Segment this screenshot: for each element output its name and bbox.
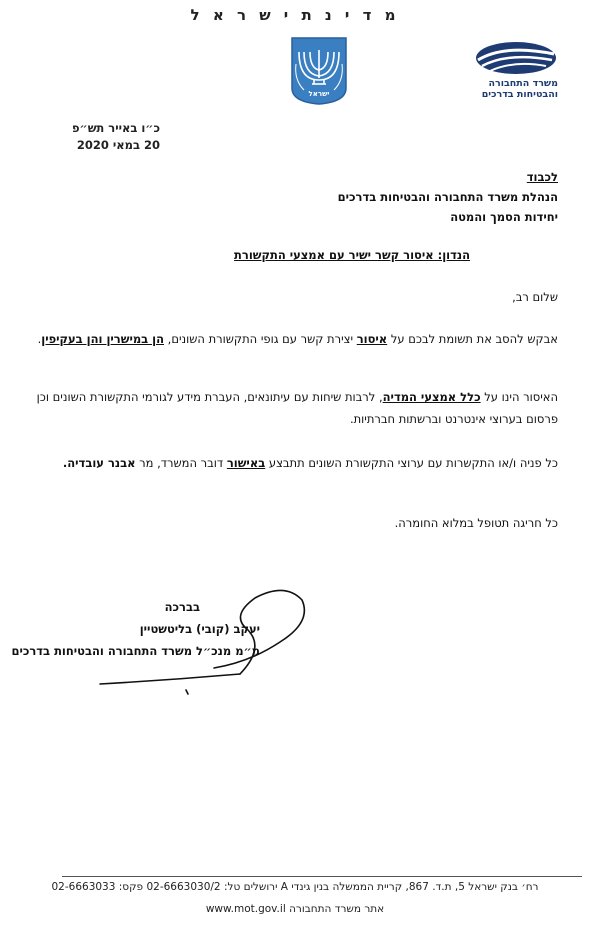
- date-block: [72, 120, 160, 154]
- greeting: שלום רב,: [512, 290, 558, 304]
- recipient-to-label: לכבוד: [526, 170, 558, 184]
- p2-text-a: האיסור הינו על: [480, 390, 558, 404]
- logo-line-2: והבטיחות בדרכים: [481, 89, 558, 100]
- closing-blessing: בברכה: [164, 600, 200, 614]
- footer-website: אתר משרד התחבורה www.mot.gov.il: [205, 903, 385, 915]
- recipient-block: [338, 167, 558, 227]
- state-title: מ ד י נ ת י ש ר א ל: [190, 6, 400, 24]
- closing-block: [11, 596, 260, 662]
- p2-text-c: , לרבות שיחות עם עיתונאים, העברת מידע לגורמי התקשורת השונים וכן פרסום בערוצי אינטרנט וברשתות חברתיות.: [36, 390, 558, 426]
- logo-line-1: משרד התחבורה: [488, 78, 558, 89]
- footer-address: רח׳ בנק ישראל 5, ת.ד. 867, קריית הממשלה בנין גינדי A ירושלים טל: 02-6663030/2 פקס: 02-6663033: [51, 881, 539, 893]
- signer-name: יעקב (קובי) בליטשטיין: [139, 622, 260, 636]
- recipient-line-1: הנהלת משרד התחבורה והבטיחות בדרכים: [337, 190, 558, 204]
- ministry-logo: [470, 40, 560, 100]
- p3-text-c: דובר המשרד, מר: [135, 456, 227, 470]
- paragraph-2: [30, 386, 558, 430]
- recipient-line-2: יחידות הסמך והמטה: [450, 210, 558, 224]
- ministry-logo-text: [468, 78, 558, 100]
- p3-text-d: אבנר עובדיה.: [62, 456, 136, 470]
- gregorian-date: 20 במאי 2020: [76, 138, 160, 152]
- paragraph-4: כל חריגה תטופל במלוא החומרה.: [394, 516, 558, 530]
- paragraph-1: [30, 328, 558, 350]
- signer-title: מ״מ מנכ״ל משרד התחבורה והבטיחות בדרכים: [11, 644, 260, 658]
- p1-text-a: אבקש להסב את תשומת לבכם על: [387, 332, 558, 346]
- p1-text-c: יצירת קשר עם גופי התקשורת השונים,: [164, 332, 357, 346]
- footer-divider: [62, 876, 582, 877]
- p1-text-e: .: [37, 332, 42, 346]
- p1-text-d: הן במישרין והן בעקיפין: [41, 332, 165, 346]
- subject-line: הנדון: איסור קשר ישיר עם אמצעי התקשורת: [234, 248, 470, 262]
- p2-text-b: כלל אמצעי המדיה: [382, 390, 481, 404]
- ministry-logo-icon: [474, 40, 558, 76]
- hebrew-date: כ״ו באייר תש״פ: [71, 121, 160, 135]
- paragraph-3: [30, 452, 558, 474]
- p1-text-b: איסור: [356, 332, 388, 346]
- p3-text-b: באישור: [226, 456, 266, 470]
- emblem-text: ישראל: [308, 90, 330, 98]
- p3-text-a: כל פניה ו/או התקשרות עם ערוצי התקשורת השונים תתבצע: [265, 456, 558, 470]
- state-emblem-icon: [290, 36, 348, 106]
